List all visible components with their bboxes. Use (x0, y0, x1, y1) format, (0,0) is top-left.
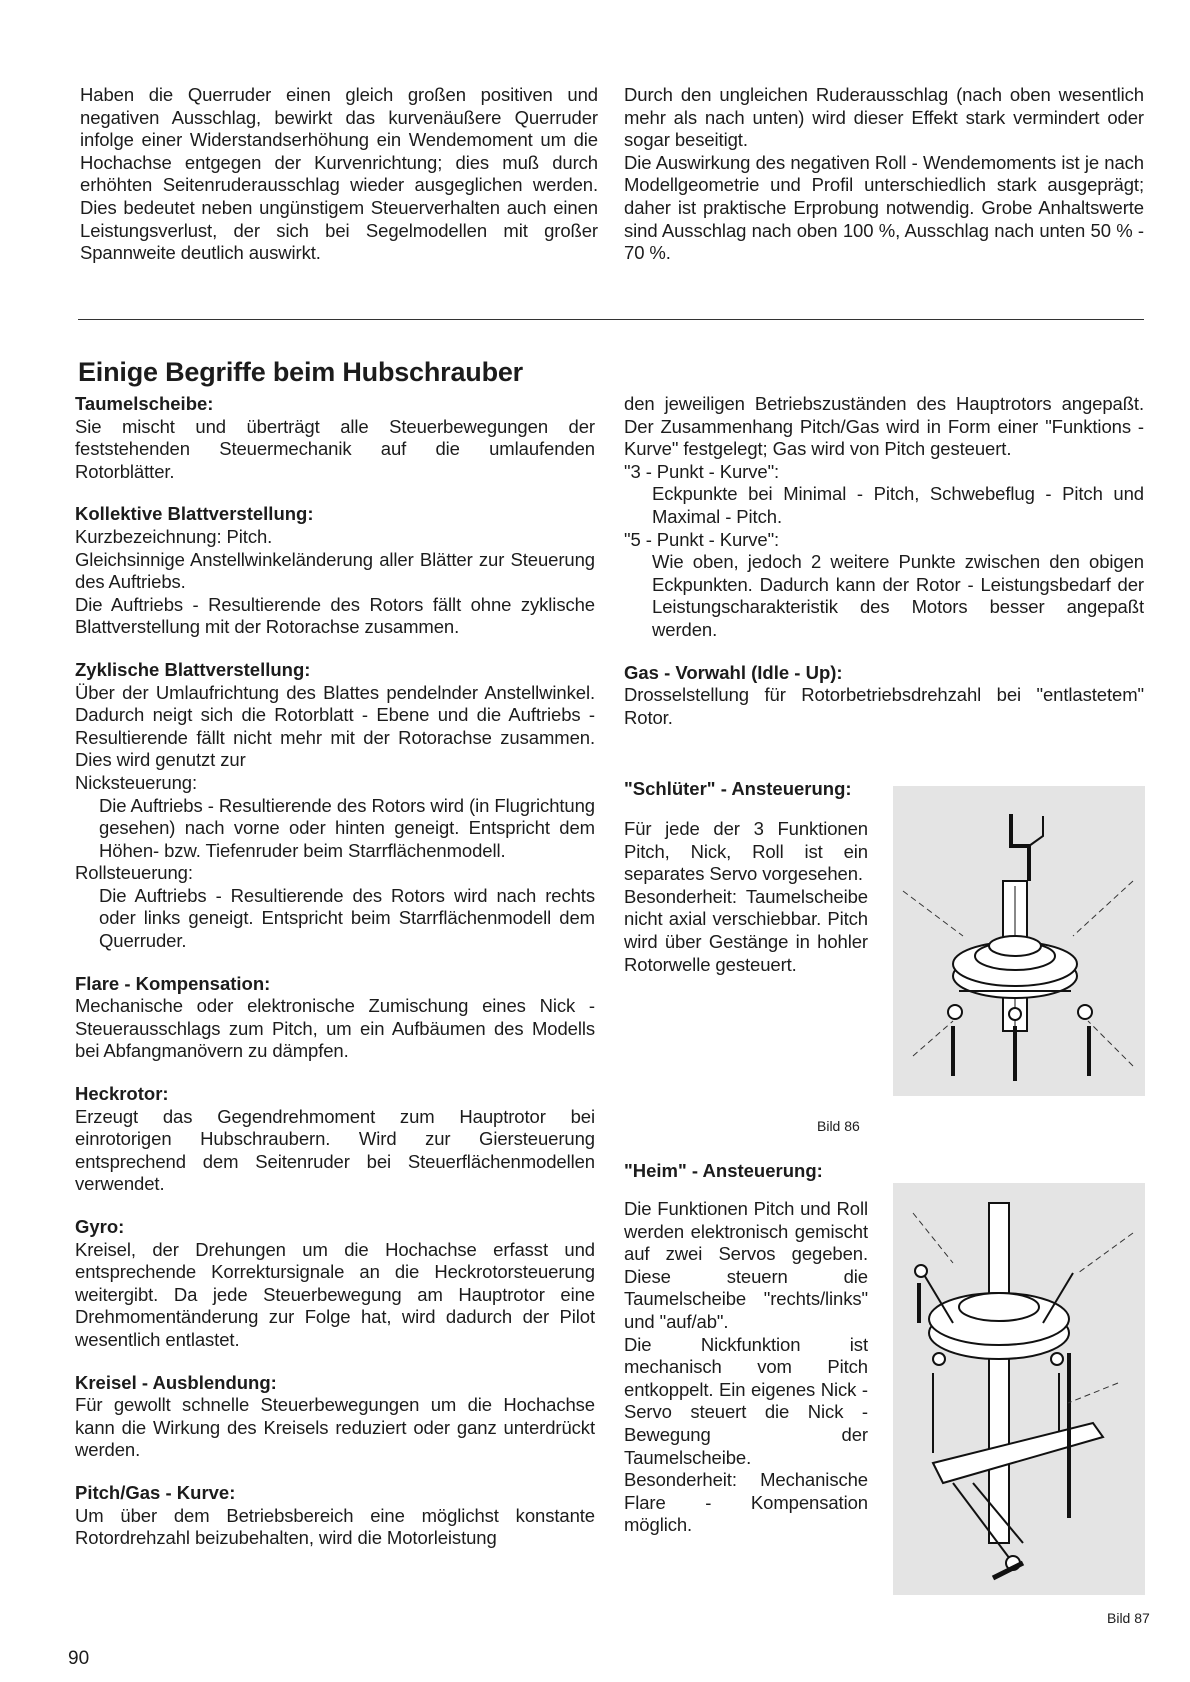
text-taumelscheibe: Sie mischt und überträgt alle Steuerbewegungen der feststehenden Steuermechanik auf die umlaufenden Rotorblätter. (75, 415, 595, 482)
label-3-punkt-kurve: "3 - Punkt - Kurve": (624, 460, 780, 482)
heading-pitch-gas-kurve: Pitch/Gas - Kurve: (75, 1481, 236, 1503)
text-kreisel: Für gewollt schnelle Steuerbewegungen um die Hochachse kann die Wirkung des Kreisels reduziert oder ganz unterdrückt werden. (75, 1394, 595, 1461)
text-gas-vorwahl: Drosselstellung für Rotorbetriebsdrehzahl bei "entlastetem" Rotor. (624, 684, 1144, 728)
swashplate-heim-illustration (893, 1183, 1145, 1595)
swashplate-schlueter-illustration (893, 786, 1145, 1096)
heading-gyro: Gyro: (75, 1216, 125, 1237)
text-kollektiv-1: Kurzbezeichnung: Pitch. (75, 525, 273, 547)
text-heckrotor: Erzeugt das Gegendrehmoment zum Hauptrotor bei einrotorigen Hubschraubern. Wird zur Giersteuerung entsprechend dem Seitenruder bei Steuerflächenmodellen verwendet. (75, 1105, 595, 1195)
text-heim-1: Die Funktionen Pitch und Roll werden elektronisch gemischt auf zwei Servos gegeben. Diese steuern die Taumelscheibe "rechts/links" und "auf/ab". (624, 1198, 868, 1332)
text-rollsteuerung: Die Auftriebs - Resultierende des Rotors wird nach rechts oder links geneigt. Entspricht beim Starrflächenmodell dem Querruder. (99, 884, 595, 952)
text-schlueter-2: Besonderheit: Taumelscheibe nicht axial verschiebbar. Pitch wird über Gestänge in hohler Rotorwelle gesteuert. (624, 885, 868, 975)
text-5-punkt-kurve: Wie oben, jedoch 2 weitere Punkte zwischen den obigen Eckpunkten. Dadurch kann der Rotor - Leistungsbedarf der Leistungscharakteristik des Motors besser angepaßt werden. (652, 551, 1144, 640)
text-zyklisch: Über der Umlaufrichtung des Blattes pendelnder Anstellwinkel. Dadurch neigt sich die Rotorblatt - Ebene und die Auftriebs - Resultierende fällt nicht mehr mit der Rotorachse zusammen. Dies wird genutzt zur (75, 681, 595, 771)
label-rollsteuerung: Rollsteuerung: (75, 862, 193, 884)
text-flare: Mechanische oder elektronische Zumischung eines Nick - Steuerausschlags zum Pitch, um ein Aufbäumen des Modells bei Abfangmanövern zu dämpfen. (75, 995, 595, 1062)
text-heim-3: Besonderheit: Mechanische Flare - Kompensation möglich. (624, 1469, 868, 1536)
text-kollektiv-3: Die Auftriebs - Resultierende des Rotors fällt ohne zyklische Blattverstellung mit der Rotorachse zusammen. (75, 593, 595, 638)
heading-zyklische-blattverstellung: Zyklische Blattverstellung: (75, 658, 311, 680)
text-3-punkt-kurve: Eckpunkte bei Minimal - Pitch, Schwebeflug - Pitch und Maximal - Pitch. (652, 483, 1144, 527)
heim-text-block (624, 1198, 868, 1537)
top-left-paragraph: Haben die Querruder einen gleich großen positiven und negativen Ausschlag, bewirkt das kurvenäußere Querruder infolge einer Widerstandserhöhung ein Wendemoment um die Hochachse entgegen der Kurvenrichtung; dies muß durch erhöhten Seitenruderausschlag wieder ausgeglichen werden. Dies bedeutet neben ungünstigem Steuerverhalten auch einen Leistungsverlust, der sich bei Segelmodellen mit großer Spannweite deutlich auswirkt. (80, 84, 598, 264)
left-column (75, 393, 595, 1550)
heading-heckrotor: Heckrotor: (75, 1083, 169, 1105)
text-heim-2: Die Nickfunktion ist mechanisch vom Pitch entkoppelt. Ein eigenes Nick - Servo steuert die Nick - Bewegung der Taumelscheibe. (624, 1333, 868, 1468)
right-column (624, 393, 1144, 729)
text-pitch-gas: Um über dem Betriebsbereich eine möglichst konstante Rotordrehzahl beizubehalten, wird die Motorleistung (75, 1504, 595, 1549)
section-divider (78, 319, 1144, 320)
caption-bild-87: Bild 87 (1107, 1610, 1150, 1626)
figure-87 (893, 1183, 1145, 1595)
heading-taumelscheibe: Taumelscheibe: (75, 393, 214, 414)
text-gyro: Kreisel, der Drehungen um die Hochachse erfasst und entsprechende Korrektursignale an die Heckrotorsteuerung weitergibt. Da jede Steuerbewegung am Hauptrotor eine Drehmomentänderung zur Folge hat, wird dadurch der Pilot wesentlich entlastet. (75, 1238, 595, 1350)
top-right-block (624, 84, 1144, 265)
page-number: 90 (68, 1648, 90, 1669)
top-right-paragraph-1: Durch den ungleichen Ruderausschlag (nach oben wesentlich mehr als nach unten) wird dieser Effekt stark vermindert oder sogar beseitigt. (624, 84, 1144, 151)
text-kollektiv-2: Gleichsinnige Anstellwinkeländerung aller Blätter zur Steuerung des Auftriebs. (75, 548, 595, 593)
heading-flare-kompensation: Flare - Kompensation: (75, 972, 271, 994)
text-pitch-gas-cont: den jeweiligen Betriebszuständen des Hauptrotors angepaßt. Der Zusammenhang Pitch/Gas wird in Form einer "Funktions - Kurve" festgelegt; Gas wird von Pitch gesteuert. (624, 393, 1144, 460)
label-5-punkt-kurve: "5 - Punkt - Kurve": (624, 528, 780, 550)
caption-bild-86: Bild 86 (817, 1118, 860, 1134)
heading-gas-vorwahl: Gas - Vorwahl (Idle - Up): (624, 661, 843, 683)
section-title: Einige Begriffe beim Hubschrauber (78, 357, 523, 387)
heading-heim: "Heim" - Ansteuerung: (624, 1160, 823, 1181)
figure-86 (893, 786, 1145, 1096)
text-schlueter-1: Für jede der 3 Funktionen Pitch, Nick, Roll ist ein separates Servo vorgesehen. (624, 818, 868, 885)
heading-schlueter: "Schlüter" - Ansteuerung: (624, 778, 852, 799)
text-nicksteuerung: Die Auftriebs - Resultierende des Rotors wird (in Flugrichtung gesehen) nach vorne oder hinten geneigt. Entspricht dem Höhen- bzw. Tiefenruder beim Starrflächenmodell. (99, 794, 595, 861)
top-right-paragraph-2: Die Auswirkung des negativen Roll - Wendemoments ist je nach Modellgeometrie und Profil unterschiedlich stark ausgeprägt; daher ist praktische Erprobung notwendig. Grobe Anhaltswerte sind Ausschlag nach oben 100 %, Ausschlag nach unten 50 % - 70 %. (624, 151, 1144, 264)
heading-kollektive-blattverstellung: Kollektive Blattverstellung: (75, 503, 314, 525)
label-nicksteuerung: Nicksteuerung: (75, 771, 197, 793)
schlueter-text-block (624, 818, 868, 976)
heading-kreisel-ausblendung: Kreisel - Ausblendung: (75, 1371, 277, 1393)
